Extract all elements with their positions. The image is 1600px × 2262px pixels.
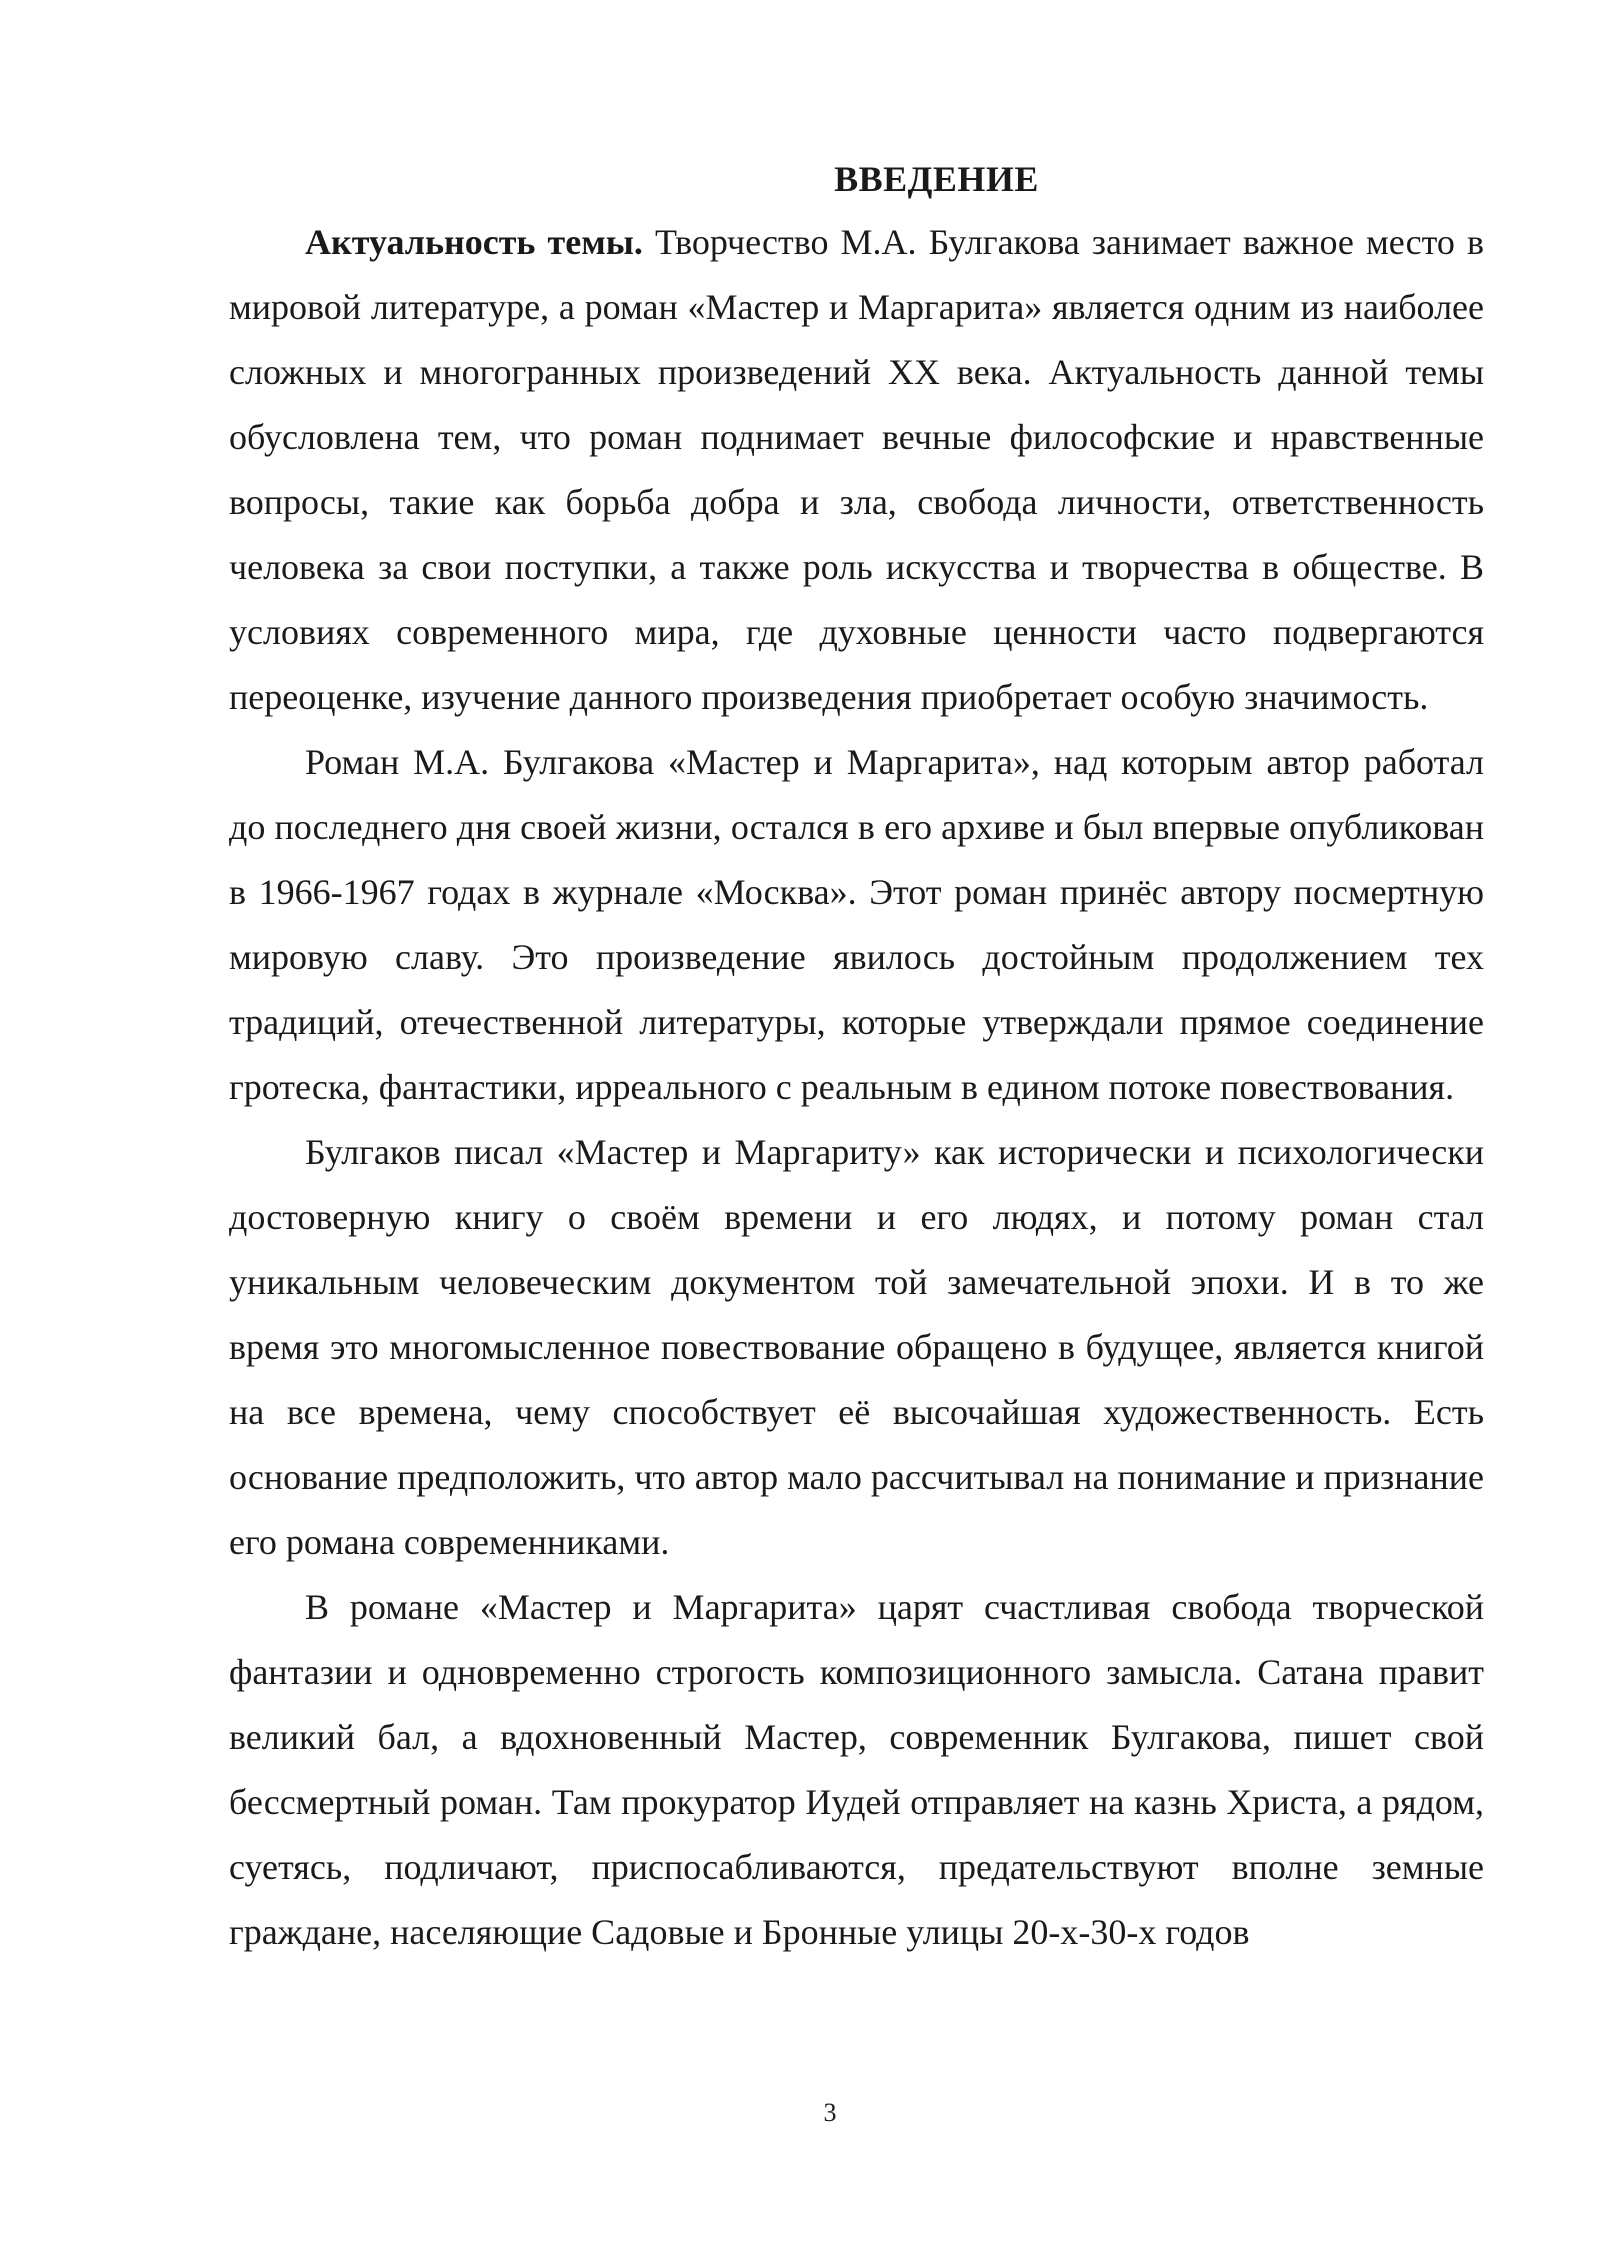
paragraph-text: Булгаков писал «Мастер и Маргариту» как исторически и психологически достоверную книгу о своём времени и его людях, и потому роман стал уникальным человеческим документом той замечательной эпохи. И в то же время это многомысленное повествование обращено в будущее, является книгой на все времена, чему способствует её высочайшая художественность. Есть основание предположить, что автор мало рассчитывал на понимание и признание его романа современниками. [229, 1132, 1485, 1562]
paragraph-text: Роман М.А. Булгакова «Мастер и Маргарита», над которым автор работал до последнего дня своей жизни, остался в его архиве и был впервые опубликован в 1966-1967 годах в журнале «Москва». Этот роман принёс автору посмертную мировую славу. Это произведение явилось достойным продолжением тех традиций, отечественной литературы, которые утверждали прямое соединение гротеска, фантастики, ирреального с реальным в едином потоке повествования. [229, 742, 1484, 1107]
paragraph-publication [229, 730, 1484, 1120]
page-number: 3 [823, 2098, 837, 2127]
paragraph-lead-term: Актуальность темы. [305, 222, 643, 262]
paragraph-text: В романе «Мастер и Маргарита» царят счастливая свобода творческой фантазии и одновременно строгость композиционного замысла. Сатана правит великий бал, а вдохновенный Мастер, современник Булгакова, пишет свой бессмертный роман. Там прокуратор Иудей отправляет на казнь Христа, а рядом, суетясь, подличают, приспосабливаются, предательствуют вполне земные граждане, населяющие Садовые и Бронные улицы 20-х-30-х годов [229, 1587, 1484, 1952]
page-body [229, 148, 1484, 1965]
section-heading: ВВЕДЕНИЕ [834, 159, 1039, 199]
paragraph-historical [229, 1120, 1484, 1575]
paragraph-text: Творчество М.А. Булгакова занимает важное место в мировой литературе, а роман «Мастер и Маргарита» является одним из наиболее сложных и многогранных произведений XX века. Актуальность данной темы обусловлена тем, что роман поднимает вечные философские и нравственные вопросы, такие как борьба добра и зла, свобода личности, ответственность человека за свои поступки, а также роль искусства и творчества в обществе. В условиях современного мира, где духовные ценности часто подвергаются переоценке, изучение данного произведения приобретает особую значимость. [229, 222, 1484, 717]
paragraph-relevance [229, 210, 1484, 730]
paragraph-composition [229, 1575, 1484, 1965]
